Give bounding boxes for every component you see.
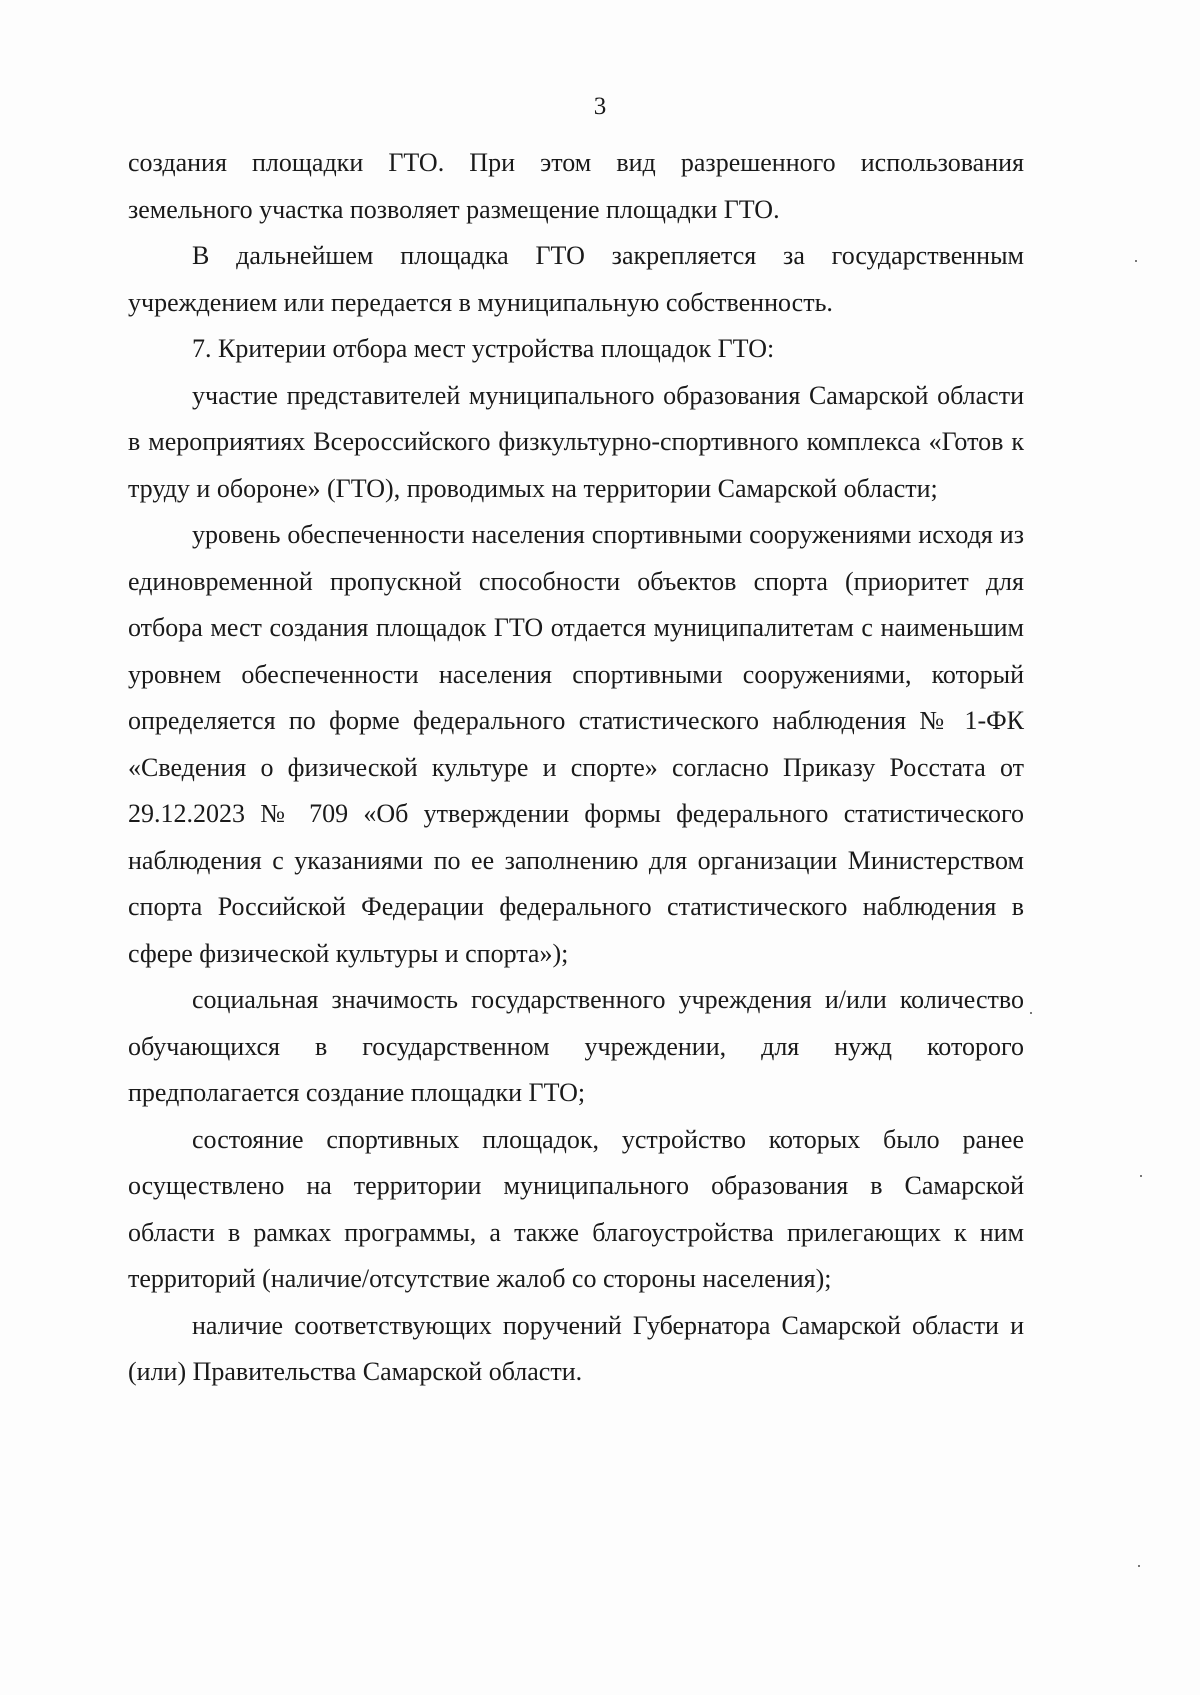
paragraph-gto-assignment: В дальнейшем площадка ГТО закрепляется за государственным учреждением или передается в муниципальную собственность. bbox=[128, 241, 1024, 317]
page-number: 3 bbox=[593, 93, 607, 120]
scan-speck bbox=[1030, 1012, 1032, 1014]
scan-speck bbox=[1140, 1175, 1142, 1177]
criterion-governor-orders: наличие соответствующих поручений Губернатора Самарской области и (или) Правительства Самарской области. bbox=[128, 1310, 1024, 1386]
criterion-social-significance: социальная значимость государственного учреждения и/или количество обучающихся в государственном учреждении, для нужд которого предполагается создание площадки ГТО; bbox=[128, 985, 1024, 1107]
criterion-sports-facilities: уровень обеспеченности населения спортивными сооружениями исходя из единовременной пропускной способности объектов спорта (приоритет для отбора мест создания площадок ГТО отдается муниципалитетам с наименьшим уровнем обеспеченности населения спортивными сооружениями, который определяется по форме федерального статистического наблюдения № 1-ФК «Сведения о физической культуре и спорте» согласно Приказу Росстата от 29.12.2023 № 709 «Об утверждении формы федерального статистического наблюдения с указаниями по ее заполнению для организации Министерством спорта Российской Федерации федерального статистического наблюдения в сфере физической культуры и спорта»); bbox=[128, 520, 1024, 968]
scan-speck bbox=[1135, 260, 1137, 262]
section-heading-criteria: 7. Критерии отбора мест устройства площадок ГТО: bbox=[192, 334, 775, 363]
document-body bbox=[128, 140, 1024, 1396]
criterion-playground-condition: состояние спортивных площадок, устройство которых было ранее осуществлено на территории муниципального образования в Самарской области в рамках программы, а также благоустройства прилегающих к ним территорий (наличие/отсутствие жалоб со стороны населения); bbox=[128, 1124, 1024, 1293]
paragraph-continuation: создания площадки ГТО. При этом вид разрешенного использования земельного участка позволяет размещение площадки ГТО. bbox=[128, 148, 1024, 224]
criterion-participation: участие представителей муниципального образования Самарской области в мероприятиях Всероссийского физкультурно-спортивного комплекса «Готов к труду и обороне» (ГТО), проводимых на территории Самарской области; bbox=[128, 380, 1024, 503]
scan-speck bbox=[1138, 1565, 1140, 1567]
